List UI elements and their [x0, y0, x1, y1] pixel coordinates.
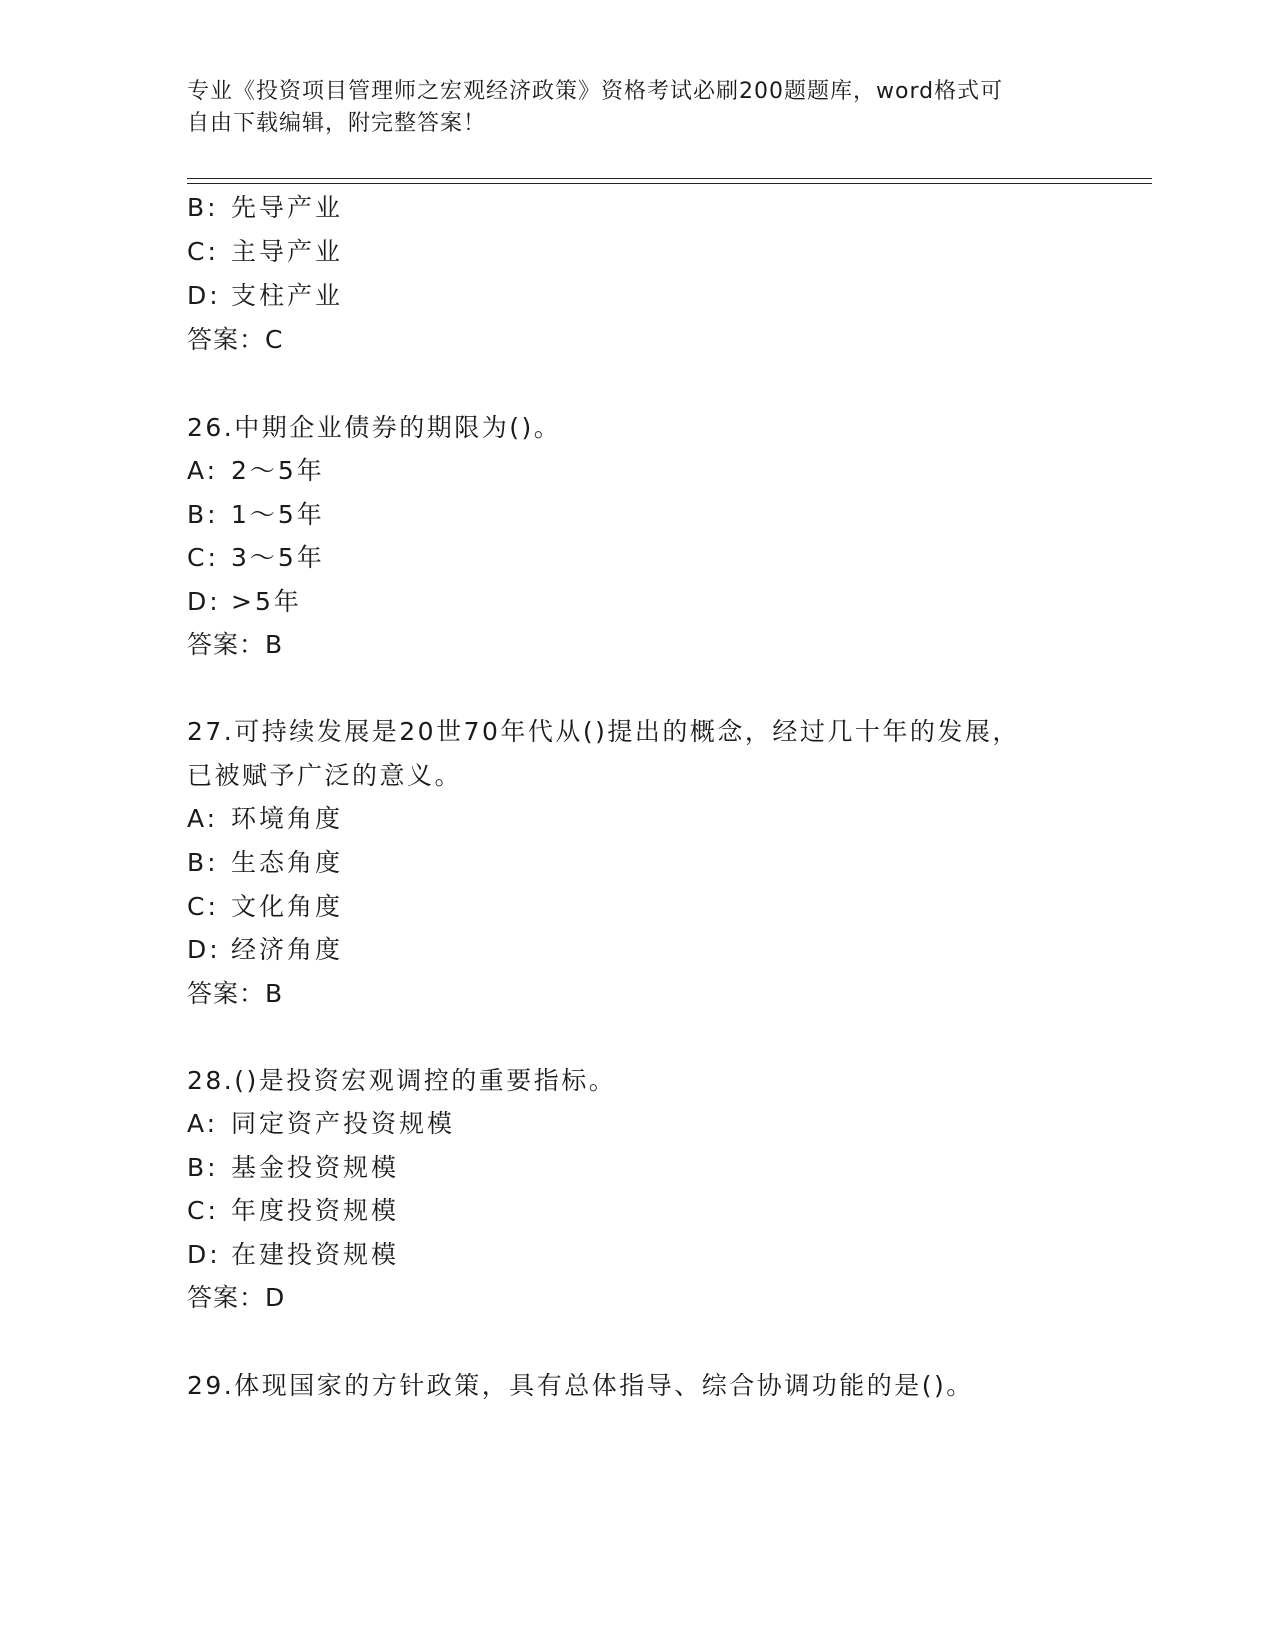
q26-option-a: A: 2～5年 — [187, 456, 325, 485]
q26-option-c: C: 3～5年 — [187, 543, 325, 572]
q25-answer: 答案：C — [187, 325, 284, 354]
header-divider-top — [187, 178, 1152, 179]
q28-option-d: D: 在建投资规模 — [187, 1240, 400, 1269]
q25-option-c: C: 主导产业 — [187, 237, 344, 266]
q27-answer: 答案：B — [187, 979, 284, 1008]
q26-question: 26.中期企业债券的期限为()。 — [187, 413, 562, 442]
q27-question-line-1: 27.可持续发展是20世70年代从()提出的概念，经过几十年的发展， — [187, 717, 1020, 746]
q27-option-b: B: 生态角度 — [187, 848, 344, 877]
header-line-2: 自由下载编辑，附完整答案！ — [187, 111, 487, 136]
header-line-1: 专业《投资项目管理师之宏观经济政策》资格考试必刷200题题库，word格式可 — [187, 79, 1004, 104]
q26-option-d: D: >5年 — [187, 587, 302, 616]
q26-option-b: B: 1～5年 — [187, 500, 325, 529]
q28-option-b: B: 基金投资规模 — [187, 1153, 400, 1182]
q27-option-a: A: 环境角度 — [187, 804, 344, 833]
q29-question: 29.体现国家的方针政策，具有总体指导、综合协调功能的是()。 — [187, 1371, 974, 1400]
header-divider-bottom — [187, 183, 1152, 184]
document-header — [187, 76, 1067, 140]
q27-option-d: D: 经济角度 — [187, 935, 344, 964]
q28-question: 28.()是投资宏观调控的重要指标。 — [187, 1066, 617, 1095]
q28-option-c: C: 年度投资规模 — [187, 1196, 400, 1225]
q25-option-d: D: 支柱产业 — [187, 281, 344, 310]
q28-answer: 答案：D — [187, 1283, 286, 1312]
q27-question-line-2: 已被赋予广泛的意义。 — [187, 761, 463, 790]
q27-option-c: C: 文化角度 — [187, 892, 344, 921]
q25-option-b: B: 先导产业 — [187, 193, 344, 222]
q28-option-a: A: 同定资产投资规模 — [187, 1109, 456, 1138]
q26-answer: 答案：B — [187, 630, 284, 659]
